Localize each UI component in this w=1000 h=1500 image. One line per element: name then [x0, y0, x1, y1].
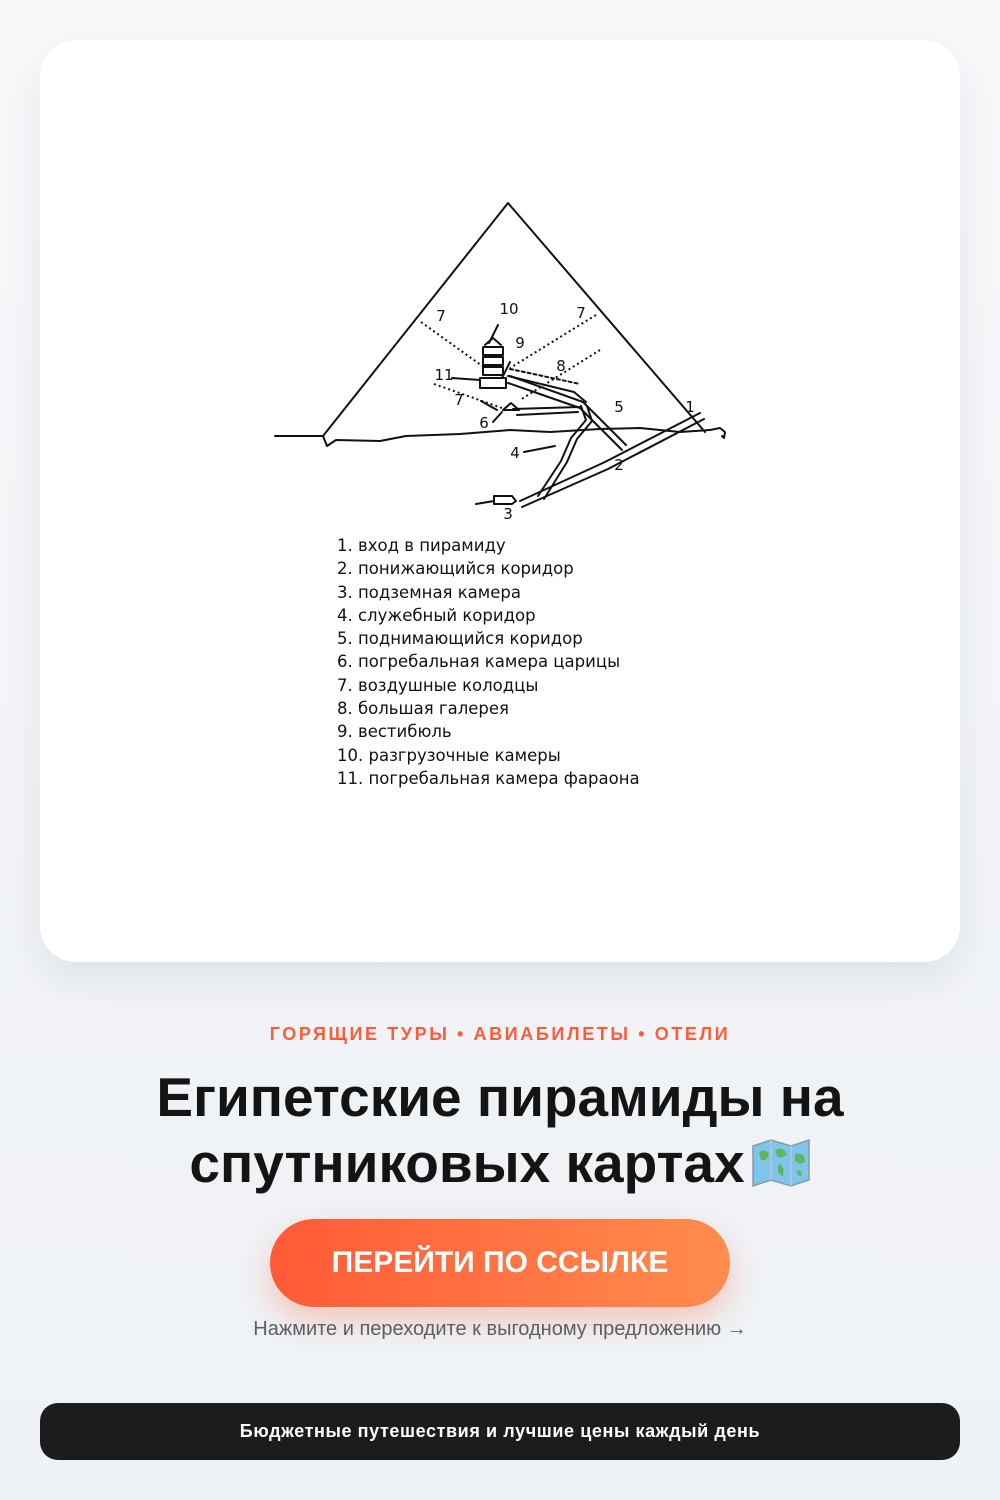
- diagram-label: 3: [503, 505, 513, 523]
- diagram-card: [40, 40, 960, 962]
- legend-item: 6. погребальная камера царицы: [337, 652, 621, 672]
- diagram-label: 7: [454, 391, 464, 409]
- go-to-link-button[interactable]: ПЕРЕЙТИ ПО ССЫЛКЕ: [270, 1219, 730, 1307]
- legend-item: 1. вход в пирамиду: [337, 536, 506, 555]
- legend-item: 9. вестибюль: [337, 722, 452, 742]
- diagram-label: 9: [515, 334, 525, 352]
- footer-banner: [40, 1403, 960, 1460]
- diagram-label: 10: [499, 300, 519, 318]
- legend-item: 3. подземная камера: [337, 582, 521, 602]
- legend-item: 8. большая галерея: [337, 699, 509, 719]
- diagram-label: 2: [614, 456, 624, 474]
- cta-hint: Нажмите и переходите к выгодному предложению →: [253, 1318, 747, 1340]
- title-line-1: Египетские пирамиды на: [156, 1066, 844, 1128]
- diagram-label: 1: [685, 398, 695, 416]
- diagram-label: 5: [614, 398, 624, 416]
- world-map-icon: [751, 1136, 811, 1202]
- footer-text: Бюджетные путешествия и лучшие цены каждый день: [239, 1421, 761, 1441]
- diagram-label: 8: [556, 357, 566, 375]
- page-title: [0, 1064, 1000, 1202]
- diagram-label: 7: [436, 307, 446, 325]
- pyramid-cross-section-diagram: [40, 40, 960, 962]
- legend-item: 7. воздушные колодцы: [337, 675, 539, 695]
- diagram-label: 7: [576, 304, 586, 322]
- diagram-label: 4: [510, 444, 520, 462]
- promo-tagline: ГОРЯЩИЕ ТУРЫ • АВИАБИЛЕТЫ • ОТЕЛИ: [269, 1024, 731, 1044]
- title-line-2: спутниковых картах: [189, 1132, 745, 1194]
- legend-item: 11. погребальная камера фараона: [337, 768, 640, 788]
- diagram-label: 11: [434, 366, 454, 384]
- legend-item: 2. понижающийся коридор: [337, 559, 574, 579]
- diagram-label: 6: [479, 414, 489, 432]
- legend-item: 4. служебный коридор: [337, 605, 536, 625]
- diagram-legend: [337, 534, 640, 790]
- legend-item: 10. разгрузочные камеры: [337, 745, 561, 765]
- legend-item: 5. поднимающийся коридор: [337, 629, 583, 649]
